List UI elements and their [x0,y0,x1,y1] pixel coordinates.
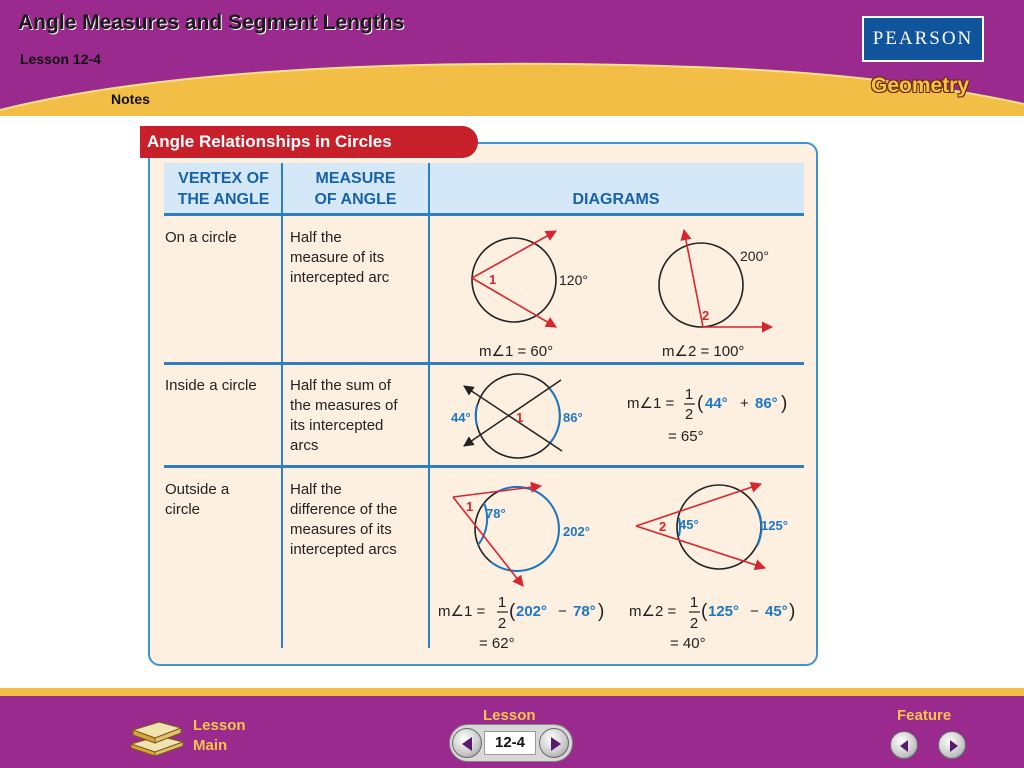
formula-result: = 65° [668,428,704,445]
paren-close: ) [598,601,605,622]
column-header-line: VERTEX OF [178,170,269,187]
circle-shape [472,238,556,322]
paren-open: ( [509,601,516,622]
arc-label: 125° [761,518,788,533]
equation-text: m∠2 = 100° [662,343,745,360]
formula-arc: 78° [573,603,596,620]
formula-operator: − [750,603,759,620]
cell-line: measure of its [290,249,385,266]
feature-back-button[interactable] [890,731,918,759]
formula-arc: 125° [708,603,740,620]
lesson-main-line: Lesson [193,717,246,734]
fraction-denominator: 2 [684,406,694,423]
chord-ray-line [684,230,703,327]
panel-title: Angle Relationships in Circles [140,126,478,158]
formula-inside [627,386,787,445]
cell-line: intercepted arcs [290,541,397,558]
arrow-left-icon [453,729,483,759]
angle-label: 1 [516,410,524,425]
cell-line: measures of its [290,521,392,538]
secant-ray-line [636,526,765,568]
subject-label: Geometry [871,74,970,97]
book-stack-icon[interactable] [127,714,187,763]
formula-operator: + [740,395,749,412]
formula-outside-1 [438,594,604,652]
formula-arc: 44° [705,395,728,412]
diagram-tangent-chord-angle [659,230,772,360]
arc-label: 44° [451,410,471,425]
cell-line: Half the [290,229,342,246]
formula-arc: 45° [765,603,788,620]
feature-nav-label: Feature [897,707,952,724]
arrow-right-icon [939,732,967,760]
cell-line: the measures of [290,397,398,414]
formula-lhs: m∠1 = [627,395,675,412]
cell-line: its intercepted [290,417,384,434]
column-header-line: OF ANGLE [314,191,397,208]
chord-line [464,386,562,451]
arc-label: 202° [563,524,590,539]
lesson-main-link[interactable] [193,716,246,756]
cell-line: Outside a [165,481,230,498]
paren-open: ( [697,393,704,414]
lesson-forward-button[interactable] [539,728,569,758]
paren-close: ) [781,393,788,414]
section-label: Notes [111,91,150,107]
fraction-numerator: 1 [684,386,694,403]
lesson-number: 12-4 [484,731,536,755]
arrow-right-icon [540,729,570,759]
arc-86 [549,388,560,444]
arc-label: 86° [563,410,583,425]
arrow-left-icon [891,732,919,760]
fraction-numerator: 1 [497,594,507,611]
secant-ray-line [453,486,541,497]
lesson-nav-label: Lesson [483,707,536,724]
diagram-secants-outside [453,486,590,586]
formula-lhs: m∠1 = [438,603,486,620]
slide-title: Angle Measures and Segment Lengths [18,11,405,34]
feature-forward-button[interactable] [938,731,966,759]
angle-label: 1 [489,272,497,287]
fraction-denominator: 2 [497,615,507,632]
diagram-secants-outside-2 [636,484,788,569]
publisher-name: PEARSON [872,28,974,49]
diagram-inscribed-angle-1 [472,231,588,360]
cell-line: difference of the [290,501,398,518]
formula-operator: − [558,603,567,620]
angle-label: 2 [702,308,710,323]
formula-arc: 86° [755,395,778,412]
column-header-line: DIAGRAMS [572,191,660,208]
cell-line: Inside a circle [165,377,257,394]
fraction-numerator: 1 [689,594,699,611]
paren-open: ( [701,601,708,622]
formula-arc: 202° [516,603,548,620]
footer-stripe [0,688,1024,696]
formula-lhs: m∠2 = [629,603,677,620]
column-header-line: THE ANGLE [177,191,270,208]
arc-label: 78° [486,506,506,521]
cell-line: intercepted arc [290,269,390,286]
chord-line [464,380,561,446]
equation-text: m∠1 = 60° [479,343,554,360]
formula-result: = 40° [670,635,706,652]
angle-label: 2 [659,519,667,534]
equation [479,343,553,360]
equation [662,343,744,360]
formula-result: = 62° [479,635,515,652]
arc-label: 45° [679,517,699,532]
fraction-denominator: 2 [689,615,699,632]
cell-line: arcs [290,437,319,454]
lesson-label: Lesson 12-4 [20,51,101,67]
cell-line: Half the [290,481,342,498]
cell-line: On a circle [165,229,237,246]
arc-label: 120° [559,272,588,288]
lesson-back-button[interactable] [452,728,482,758]
angle-label: 1 [466,499,474,514]
lesson-main-line: Main [193,737,228,754]
diagram-chords-inside [451,374,583,458]
column-header-line: MEASURE [315,170,396,187]
cell-line: Half the sum of [290,377,391,394]
formula-outside-2 [629,594,795,652]
cell-line: circle [165,501,201,518]
arc-label: 200° [740,248,769,264]
paren-close: ) [789,601,796,622]
ray-line [472,278,556,327]
